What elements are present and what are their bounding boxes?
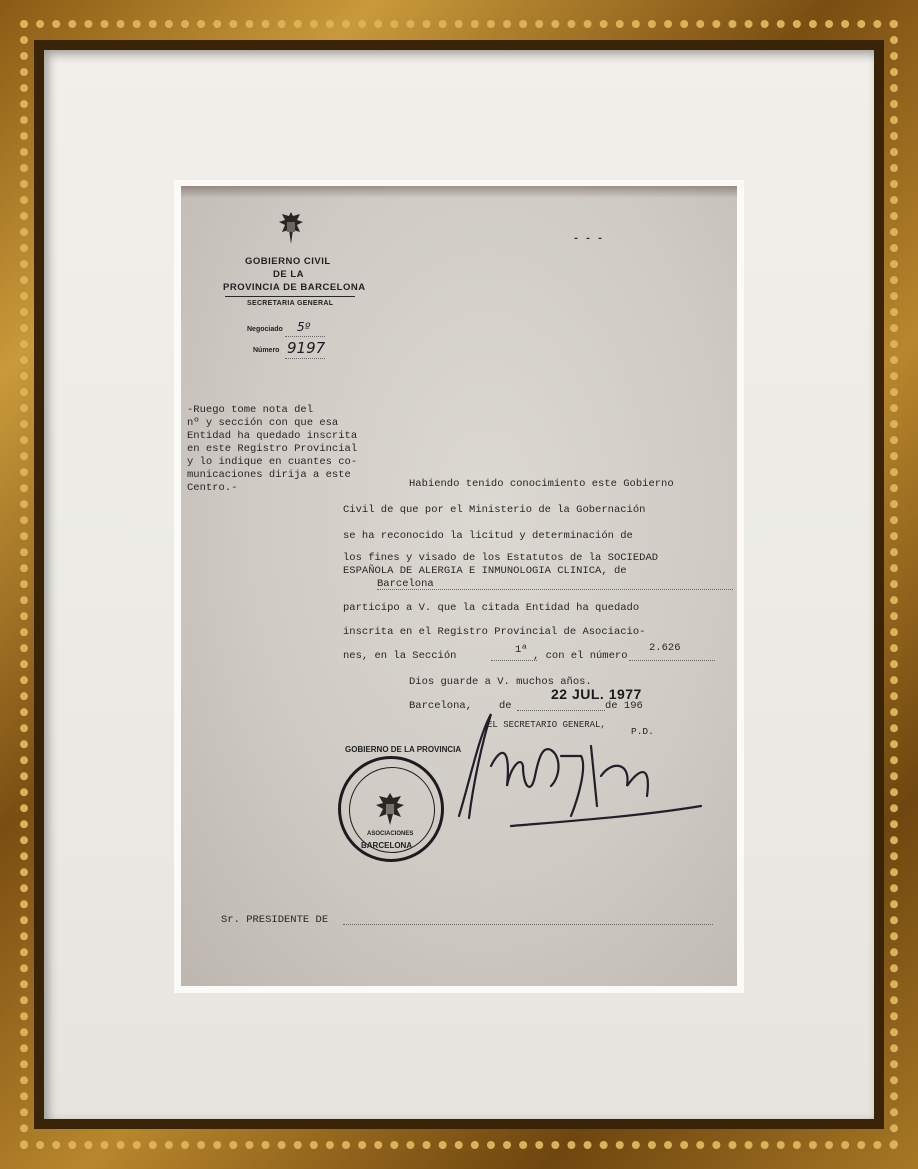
addressee-label: Sr. PRESIDENTE DE [221,914,329,926]
date-stamp: 22 JUL. 1977 [551,686,642,702]
body-line: de 196 [605,700,643,712]
margin-note-line: Entidad ha quedado inscrita [187,430,358,442]
body-line: Civil de que por el Ministerio de la Gobernación [343,504,646,516]
letterhead-line-2: DE LA [273,269,304,280]
negociado-value: 5º [297,320,311,334]
top-right-mark: - - - [573,234,604,245]
body-line: Barcelona, [409,700,473,712]
body-line: se ha reconocido la licitud y determinación de [343,530,633,542]
seal-top-text: GOBIERNO DE LA PROVINCIA [345,745,462,754]
body-line: inscrita en el Registro Provincial de Asociacio- [343,626,646,638]
margin-note-line: en este Registro Provincial [187,443,358,455]
registro-line [629,660,715,661]
registro-number: 2.626 [649,642,681,654]
seal-coat-of-arms-icon [375,791,405,827]
body-line: de [499,700,512,712]
numero-value: 9197 [287,339,326,357]
numero-line [285,358,325,359]
body-line: , con el número [533,650,628,662]
margin-note-line: Centro.- [187,482,238,494]
signatory-title: EL SECRETARIO GENERAL, [487,720,606,730]
seccion-value: 1ª [515,644,528,656]
coat-of-arms-icon [278,210,304,246]
letterhead-rule [225,296,355,297]
numero-label: Número [253,347,280,354]
addressee-line [343,924,713,925]
negociado-label: Negociado [247,326,283,333]
letterhead-line-1: GOBIERNO CIVIL [245,256,331,267]
body-line: participo a V. que la citada Entidad ha quedado [343,602,640,614]
body-line: ESPAÑOLA DE ALERGIA E INMUNOLOGIA CLINICA, de [343,565,627,577]
body-line: Habiendo tenido conocimiento este Gobierno [409,478,674,490]
margin-note-line: municaciones dirija a este [187,469,351,481]
body-line: Barcelona [377,578,434,590]
body-line: nes, en la Sección [343,650,457,662]
letterhead-line-3: PROVINCIA DE BARCELONA [223,282,366,293]
letterhead-line-4: SECRETARIA GENERAL [247,300,334,307]
signature-image [411,706,711,836]
margin-note-line: -Ruego tome nota del [187,404,314,416]
seal-bottom-text: ASOCIACIONES [367,831,414,837]
body-line: los fines y visado de los Estatutos de la SOCIEDAD [343,552,659,564]
entity-line [377,589,733,590]
body-line: Dios guarde a V. muchos años. [409,676,592,688]
margin-note-line: y lo indique en cuantes co- [187,456,358,468]
pd-mark: P.D. [631,726,654,737]
official-seal [338,745,462,862]
framed-document [181,186,737,986]
margin-note-line: nº y sección con que esa [187,417,339,429]
seccion-line [491,660,537,661]
negociado-line [285,336,325,337]
seal-city: BARCELONA [361,841,413,850]
